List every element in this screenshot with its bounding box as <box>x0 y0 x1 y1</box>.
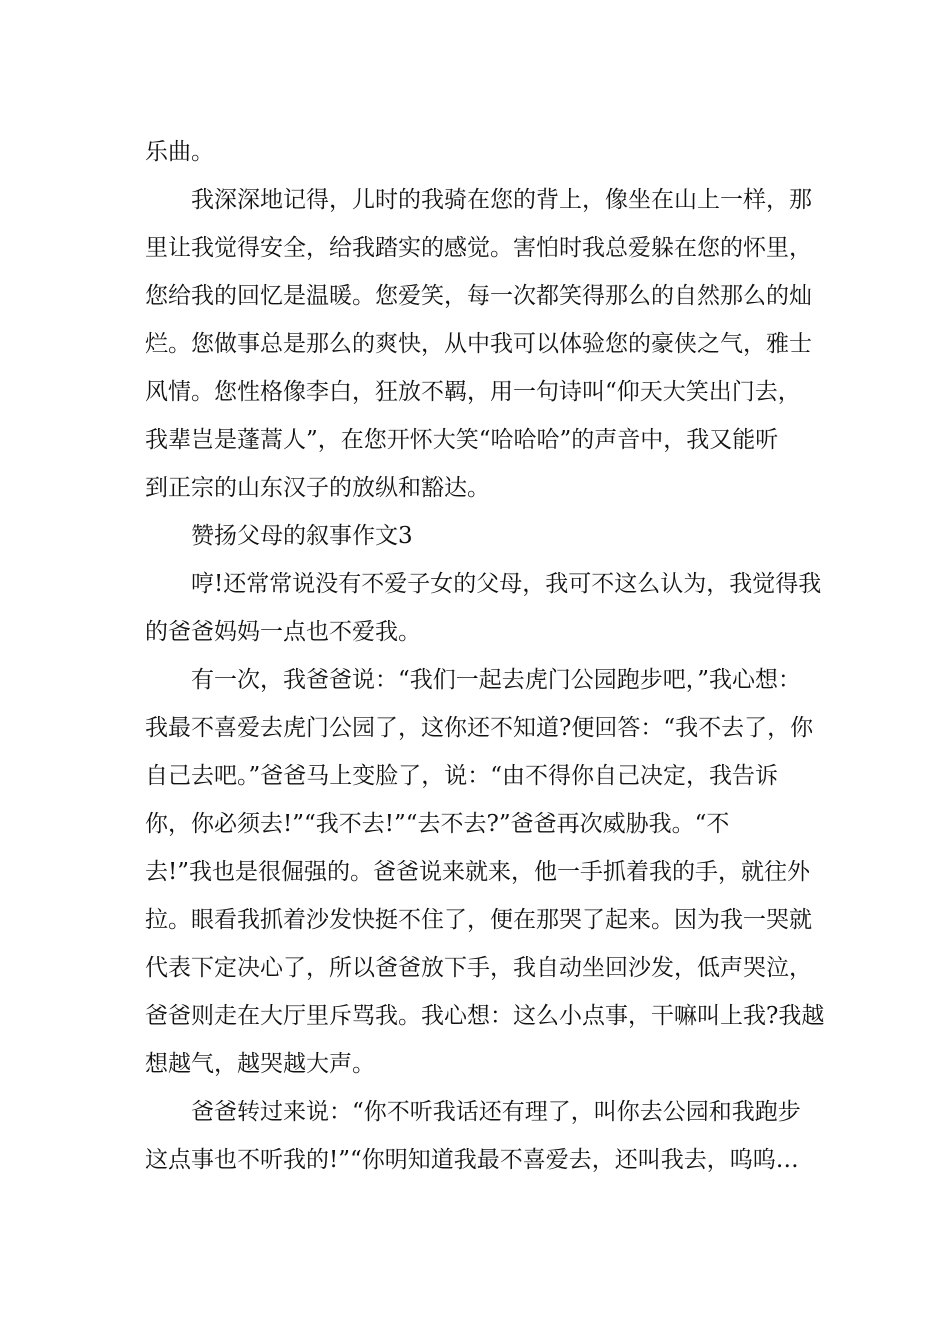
text-line: 代表下定决心了，所以爸爸放下手，我自动坐回沙发，低声哭泣， <box>145 955 812 981</box>
text-line: 爸爸则走在大厅里斥骂我。我心想：这么小点事，干嘛叫上我?我越 <box>145 1003 825 1029</box>
text-line: 乐曲。 <box>145 139 214 165</box>
text-line: 去!”我也是很倔强的。爸爸说来就来，他一手抓着我的手，就往外 <box>145 859 811 885</box>
text-line: 你，你必须去!”“我不去!”“去不去?”爸爸再次威胁我。“不 <box>145 811 730 837</box>
section-heading: 赞扬父母的叙事作文3 <box>191 523 413 549</box>
paragraph-start-line: 爸爸转过来说：“你不听我话还有理了，叫你去公园和我跑步 <box>191 1099 801 1125</box>
text-line: 您给我的回忆是温暖。您爱笑，每一次都笑得那么的自然那么的灿 <box>145 283 812 309</box>
paragraph-start-line: 我深深地记得，儿时的我骑在您的背上，像坐在山上一样，那 <box>191 187 812 213</box>
text-line: 的爸爸妈妈一点也不爱我。 <box>145 619 421 645</box>
text-line: 自己去吧。”爸爸马上变脸了，说：“由不得你自己决定，我告诉 <box>145 763 779 789</box>
paragraph-start-line: 有一次，我爸爸说：“我们一起去虎门公园跑步吧，”我心想： <box>191 667 802 693</box>
text-line: 风情。您性格像李白，狂放不羁，用一句诗叫“仰天大笑出门去， <box>145 379 801 405</box>
text-line: 我辈岂是蓬蒿人”，在您开怀大笑“哈哈哈”的声音中，我又能听 <box>145 427 779 453</box>
text-line: 拉。眼看我抓着沙发快挺不住了，便在那哭了起来。因为我一哭就 <box>145 907 812 933</box>
paragraph-start-line: 哼!还常常说没有不爱子女的父母，我可不这么认为，我觉得我 <box>191 571 822 597</box>
text-line: 想越气，越哭越大声。 <box>145 1051 375 1077</box>
text-line: 到正宗的山东汉子的放纵和豁达。 <box>145 475 490 501</box>
document-body <box>145 128 825 1184</box>
text-line: 这点事也不听我的!”“你明知道我最不喜爱去，还叫我去，呜呜… <box>145 1147 799 1173</box>
text-line: 我最不喜爱去虎门公园了，这你还不知道?便回答：“我不去了，你 <box>145 715 814 741</box>
text-line: 里让我觉得安全，给我踏实的感觉。害怕时我总爱躲在您的怀里， <box>145 235 812 261</box>
text-line: 烂。您做事总是那么的爽快，从中我可以体验您的豪侠之气，雅士 <box>145 331 812 357</box>
